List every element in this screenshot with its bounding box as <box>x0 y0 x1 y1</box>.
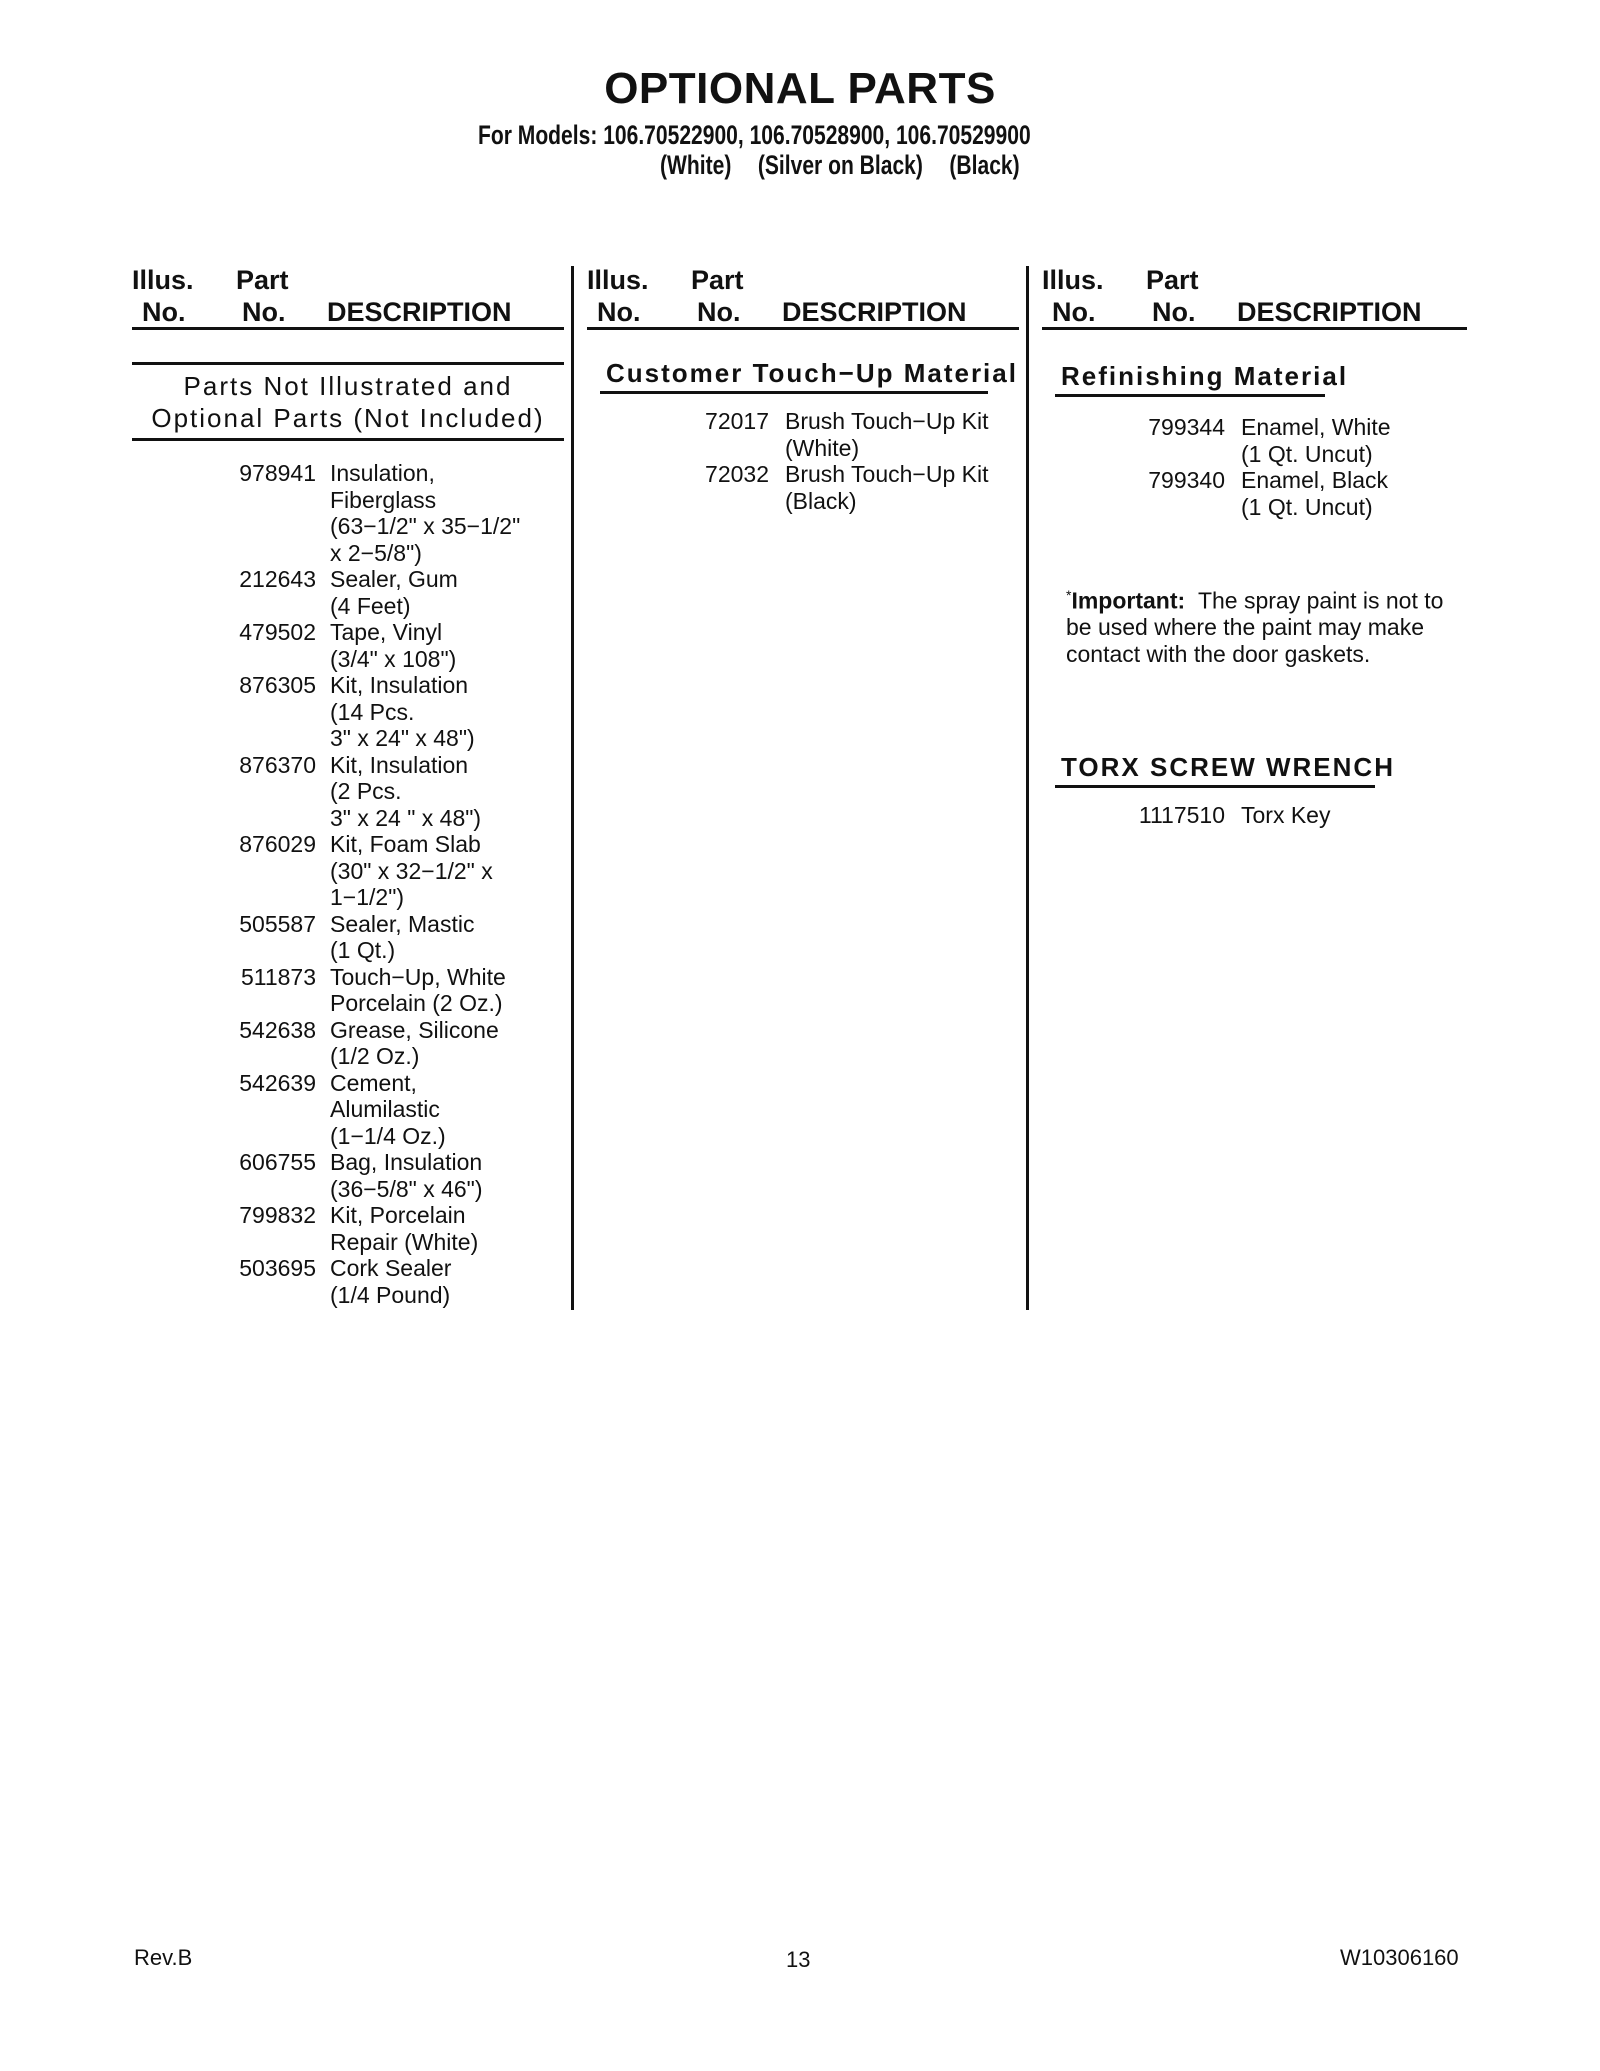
part-description: x 2−5/8") <box>330 539 422 566</box>
part-description: Alumilastic <box>330 1096 440 1122</box>
part-number: 876305 <box>239 672 316 698</box>
part-description: Kit, Porcelain <box>330 1202 466 1228</box>
part-description: Repair (White) <box>330 1228 479 1255</box>
part-description: (1/4 Pound) <box>330 1281 451 1308</box>
part-number: 799340 <box>1148 467 1225 493</box>
part-description: (4 Feet) <box>330 592 411 619</box>
part-number: 1117510 <box>1138 802 1225 828</box>
header-rule <box>132 327 564 330</box>
section-rule <box>1055 394 1325 397</box>
part-description: (30" x 32−1/2" x <box>330 857 493 884</box>
section-line: Optional Parts (Not Included) <box>151 403 545 433</box>
note-label: Important: <box>1071 587 1186 614</box>
models-line: For Models: 106.70522900, 106.70528900, 106.70529900 <box>478 120 1031 150</box>
section-torx-screw-wrench: TORX SCREW WRENCH <box>1061 752 1395 782</box>
header-description: DESCRIPTION <box>327 297 512 327</box>
part-number: 876370 <box>239 751 316 778</box>
section-line: Parts Not Illustrated and <box>183 371 513 401</box>
part-description: (Black) <box>785 487 857 514</box>
part-description: Sealer, Mastic <box>330 910 475 937</box>
part-number: 542638 <box>239 1016 316 1043</box>
header-part-no: No. <box>242 297 286 327</box>
header-part: Part <box>1146 265 1199 295</box>
page-title: OPTIONAL PARTS <box>604 64 996 113</box>
part-description: (14 Pcs. <box>330 698 415 725</box>
part-description: Grease, Silicone <box>330 1016 499 1043</box>
part-number: 505587 <box>239 910 316 937</box>
part-description: Tape, Vinyl <box>330 619 443 645</box>
column-divider <box>571 266 574 1310</box>
model-color-silver: (Silver on Black) <box>757 150 923 180</box>
header-rule <box>587 327 1019 330</box>
part-description: Porcelain (2 Oz.) <box>330 990 503 1016</box>
header-part: Part <box>236 265 289 295</box>
part-description: (36−5/8" x 46") <box>330 1175 483 1202</box>
part-number: 212643 <box>239 566 316 592</box>
part-number: 479502 <box>239 619 316 645</box>
part-number: 876029 <box>239 831 316 857</box>
part-description: Kit, Foam Slab <box>330 831 481 857</box>
header-description: DESCRIPTION <box>1237 297 1422 327</box>
part-description: (1 Qt. Uncut) <box>1241 440 1373 467</box>
part-description: (3/4" x 108") <box>330 645 457 672</box>
column-divider <box>1026 266 1029 1310</box>
section-customer-touch-up: Customer Touch−Up Material <box>606 358 1018 388</box>
section-refinishing-material: Refinishing Material <box>1061 361 1349 391</box>
part-number: 503695 <box>239 1255 316 1281</box>
header-part: Part <box>691 265 744 295</box>
model-color-black: (Black) <box>949 150 1020 180</box>
part-description: Enamel, Black <box>1241 467 1389 493</box>
part-description: (White) <box>785 434 860 461</box>
part-description: 3" x 24 " x 48") <box>330 804 482 831</box>
part-description: Torx Key <box>1241 802 1331 828</box>
part-description: Fiberglass <box>330 486 437 513</box>
header-rule <box>1042 327 1467 330</box>
header-illus-no: No. <box>597 297 641 327</box>
part-description: (63−1/2" x 35−1/2" <box>330 513 521 539</box>
part-number: 72017 <box>705 408 769 434</box>
header-description: DESCRIPTION <box>782 297 967 327</box>
header-illus: Illus. <box>1042 265 1104 295</box>
part-description: Sealer, Gum <box>330 566 458 592</box>
section-rule-top <box>132 362 564 365</box>
part-description: Brush Touch−Up Kit <box>785 461 989 487</box>
section-rule <box>600 391 988 394</box>
note-text: The spray paint is not to be used where the paint may make contact with the door gaskets. <box>1066 587 1444 667</box>
part-number: 799832 <box>239 1202 316 1228</box>
part-description: (2 Pcs. <box>330 778 402 804</box>
part-description: 1−1/2") <box>330 884 405 910</box>
part-description: (1/2 Oz.) <box>330 1043 420 1069</box>
header-illus: Illus. <box>587 265 649 295</box>
part-number: 72032 <box>705 461 769 487</box>
section-rule <box>1055 785 1375 788</box>
section-rule-bottom <box>132 438 564 441</box>
footer-revision: Rev.B <box>134 1945 193 1970</box>
part-number: 978941 <box>239 460 316 486</box>
part-description: (1−1/4 Oz.) <box>330 1122 446 1149</box>
part-description: (1 Qt. Uncut) <box>1241 493 1373 520</box>
footer-page-number: 13 <box>786 1947 811 1972</box>
header-illus-no: No. <box>142 297 186 327</box>
part-description: Bag, Insulation <box>330 1149 483 1175</box>
header-illus-no: No. <box>1052 297 1096 327</box>
header-part-no: No. <box>697 297 741 327</box>
part-description: Cork Sealer <box>330 1255 452 1281</box>
part-description: 3" x 24" x 48") <box>330 725 475 751</box>
part-description: (1 Qt.) <box>330 937 396 963</box>
part-description: Insulation, <box>330 460 435 486</box>
header-part-no: No. <box>1152 297 1196 327</box>
part-description: Touch−Up, White <box>330 963 506 990</box>
part-number: 542639 <box>239 1069 316 1096</box>
part-number: 511873 <box>240 963 316 990</box>
part-description: Enamel, White <box>1241 414 1391 440</box>
model-color-white: (White) <box>660 150 732 180</box>
note-asterisk: * <box>1066 587 1072 603</box>
part-number: 799344 <box>1148 414 1225 440</box>
model-colors <box>660 150 1046 181</box>
part-description: Cement, <box>330 1069 417 1096</box>
part-description: Kit, Insulation <box>330 751 469 778</box>
part-description: Brush Touch−Up Kit <box>785 408 989 434</box>
section-parts-not-illustrated <box>132 370 564 434</box>
important-note <box>1066 582 1446 667</box>
header-illus: Illus. <box>132 265 194 295</box>
part-description: Kit, Insulation <box>330 672 469 698</box>
footer-document-number: W10306160 <box>1340 1945 1459 1970</box>
part-number: 606755 <box>239 1149 316 1175</box>
